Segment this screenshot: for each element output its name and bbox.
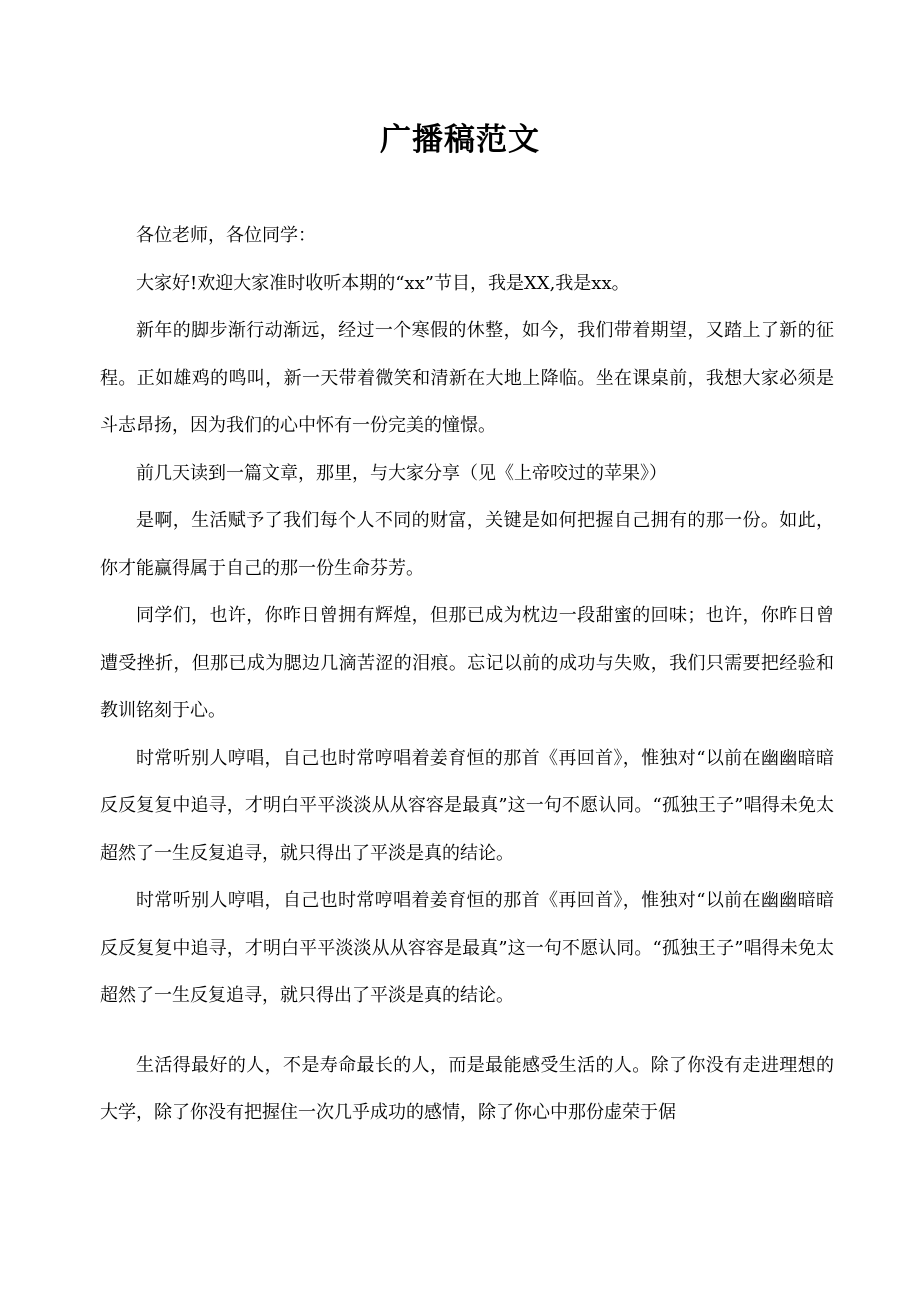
paragraph-new-year: 新年的脚步渐行动渐远，经过一个寒假的休整，如今，我们带着期望，又踏上了新的征程。正如雄鸡的鸣叫，新一天带着微笑和清新在大地上降临。坐在课桌前，我想大家必须是斗志昂扬，因为我们的心中怀有一份完美的憧憬。 bbox=[100, 320, 834, 436]
paragraph-song-2: 时常听别人哼唱，自己也时常哼唱着姜育恒的那首《再回首》，惟独对“以前在幽幽暗暗反反复复中追寻，才明白平平淡淡从从容容是最真”这一句不愿认同。“孤独王子”唱得未免太超然了一生反复追寻，就只得出了平淡是真的结论。 bbox=[100, 890, 834, 1006]
body-text bbox=[100, 212, 834, 1137]
paragraph-song-1: 时常听别人哼唱，自己也时常哼唱着姜育恒的那首《再回首》，惟独对“以前在幽幽暗暗反反复复中追寻，才明白平平淡淡从从容容是最真”这一句不愿认同。“孤独王子”唱得未免太超然了一生反复追寻，就只得出了平淡是真的结论。 bbox=[100, 747, 834, 864]
paragraph-wealth: 是啊，生活赋予了我们每个人不同的财富，关键是如何把握自己拥有的那一份。如此，你才能赢得属于自己的那一份生命芬芳。 bbox=[100, 510, 834, 579]
paragraph-classmates: 同学们，也许，你昨日曾拥有辉煌，但那已成为枕边一段甜蜜的回味；也许，你昨日曾遭受挫折，但那已成为腮边几滴苦涩的泪痕。忘记以前的成功与失败，我们只需要把经验和教训铭刻于心。 bbox=[100, 605, 834, 721]
page-title: 广播稿范文 bbox=[380, 122, 540, 158]
paragraph-welcome: 大家好!欢迎大家准时收听本期的“xx”节目，我是XX,我是xx。 bbox=[136, 272, 630, 294]
paragraph-living: 生活得最好的人，不是寿命最长的人，而是最能感受生活的人。除了你没有走进理想的大学，除了你没有把握住一次几乎成功的感情，除了你心中那份虚荣于倨 bbox=[100, 1054, 834, 1123]
paragraph-greeting: 各位老师，各位同学： bbox=[136, 225, 316, 246]
paragraph-article: 前几天读到一篇文章，那里，与大家分享（见《上帝咬过的苹果》） bbox=[136, 462, 667, 484]
